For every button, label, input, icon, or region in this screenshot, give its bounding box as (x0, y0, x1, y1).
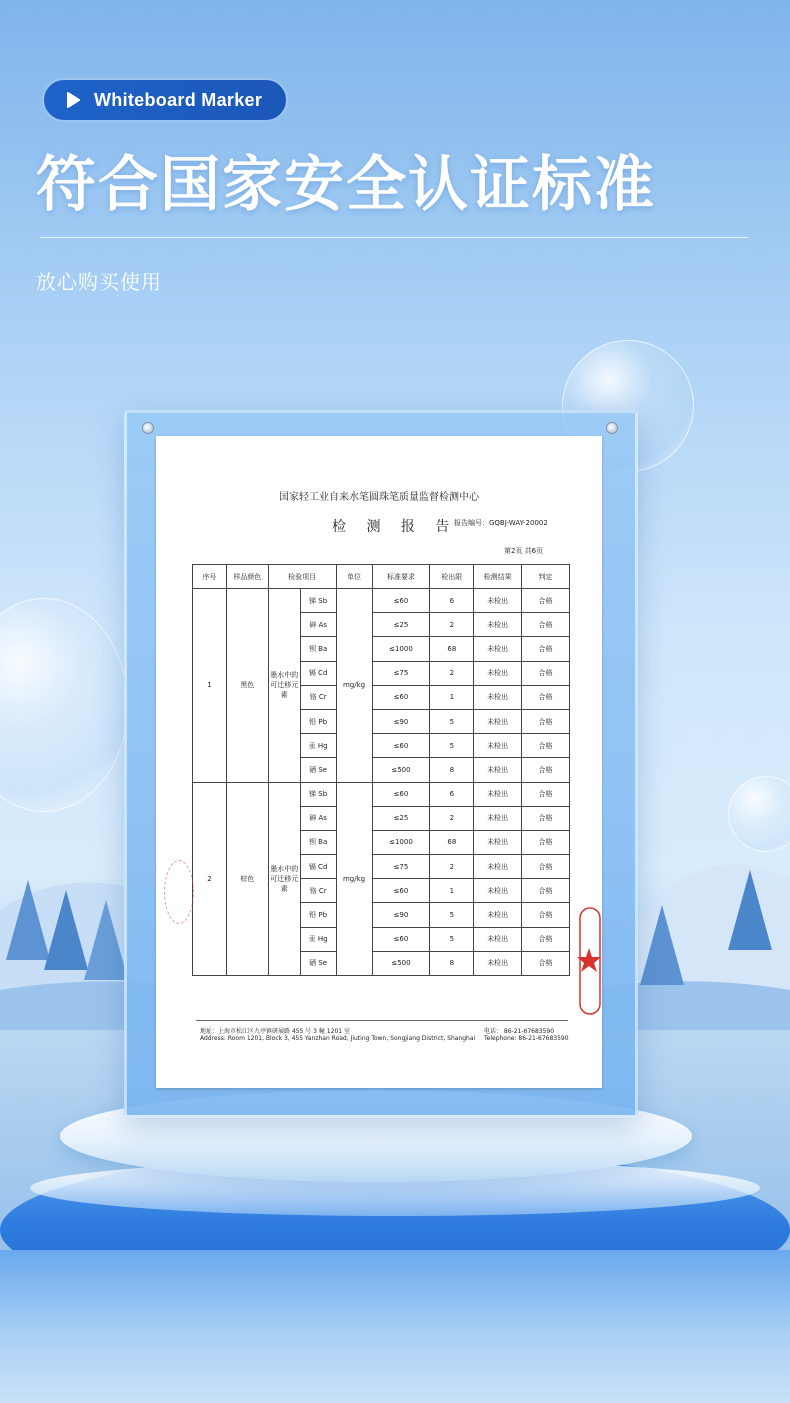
report-table (192, 564, 570, 976)
table-cell: ≤60 (372, 685, 430, 709)
table-cell: 未检出 (474, 709, 522, 733)
table-cell: 钡 Ba (300, 830, 336, 854)
page-headline: 符合国家安全认证标准 (36, 150, 656, 220)
table-cell: ≤90 (372, 709, 430, 733)
table-cell: 8 (430, 951, 474, 975)
table-cell: 合格 (522, 806, 570, 830)
report-page-info: 第2页 共6页 (504, 547, 544, 555)
table-cell: 合格 (522, 734, 570, 758)
table-cell: ≤1000 (372, 637, 430, 661)
table-header-cell: 判定 (522, 565, 570, 589)
table-cell: 合格 (522, 637, 570, 661)
table-cell: 合格 (522, 661, 570, 685)
report-title: 检 测 报 告 (332, 519, 458, 535)
bubble-decoration (0, 598, 128, 812)
tree-decoration (84, 900, 128, 980)
tree-decoration (728, 870, 772, 950)
table-cell: 镉 Cd (300, 855, 336, 879)
table-cell: 1 (193, 589, 227, 783)
table-header-cell: 检验项目 (268, 565, 336, 589)
table-cell: 未检出 (474, 855, 522, 879)
table-header-cell: 标准要求 (372, 565, 430, 589)
badge-label: Whiteboard Marker (94, 89, 263, 110)
table-header-cell: 检测结果 (474, 565, 522, 589)
table-cell: 2 (193, 782, 227, 976)
tree-decoration (640, 905, 684, 985)
table-cell: 墨水中的可迁移元素 (268, 782, 300, 976)
table-cell: 钡 Ba (300, 637, 336, 661)
table-cell: 合格 (522, 830, 570, 854)
table-cell: 合格 (522, 709, 570, 733)
table-cell: 合格 (522, 879, 570, 903)
table-cell: ≤60 (372, 927, 430, 951)
table-cell: 黑色 (226, 589, 268, 783)
table-cell: 未检出 (474, 879, 522, 903)
table-header-cell: 检出限 (430, 565, 474, 589)
table-cell: 68 (430, 830, 474, 854)
table-cell: 未检出 (474, 951, 522, 975)
report-number: 报告编号：GQBJ-WAY-20002 (454, 519, 548, 527)
play-icon (66, 92, 80, 108)
table-cell: 2 (430, 661, 474, 685)
table-cell: 铅 Pb (300, 709, 336, 733)
table-cell: 2 (430, 613, 474, 637)
table-cell: 镉 Cd (300, 661, 336, 685)
report-organization: 国家轻工业自来水笔圆珠笔质量监督检测中心 (279, 492, 479, 503)
footer-phone-en: Telephone: 86-21-67683590 (484, 1035, 569, 1042)
table-cell: 2 (430, 806, 474, 830)
footer-address-cn: 地址：上海市松江区九亭镇研展路 455 号 3 幢 1201 室 (200, 1028, 350, 1035)
table-cell: 合格 (522, 903, 570, 927)
table-cell: 合格 (522, 927, 570, 951)
table-cell: ≤500 (372, 951, 430, 975)
product-badge (42, 78, 288, 122)
header-divider (40, 237, 748, 238)
table-header-cell: 序号 (193, 565, 227, 589)
podium-base (0, 1250, 790, 1403)
table-cell: ≤25 (372, 806, 430, 830)
table-cell: ≤25 (372, 613, 430, 637)
table-cell: 5 (430, 734, 474, 758)
table-cell: 合格 (522, 951, 570, 975)
table-cell: mg/kg (336, 589, 372, 783)
table-cell: 未检出 (474, 589, 522, 613)
table-cell: 未检出 (474, 903, 522, 927)
table-cell: 5 (430, 903, 474, 927)
table-cell: 砷 As (300, 613, 336, 637)
table-cell: ≤1000 (372, 830, 430, 854)
table-cell: 硒 Se (300, 951, 336, 975)
table-cell: ≤75 (372, 855, 430, 879)
table-cell: 5 (430, 927, 474, 951)
table-cell: 未检出 (474, 758, 522, 782)
table-cell: 未检出 (474, 830, 522, 854)
table-cell: 棕色 (226, 782, 268, 976)
footer-address-en: Address: Room 1201, Block 3, 455 Yanzhan Road, Jiuting Town, Songjiang District, Shanghai (200, 1035, 476, 1042)
table-cell: 铅 Pb (300, 903, 336, 927)
table-cell: 8 (430, 758, 474, 782)
table-cell: 合格 (522, 613, 570, 637)
table-cell: 未检出 (474, 637, 522, 661)
table-cell: 汞 Hg (300, 734, 336, 758)
seal-stamp-left (164, 860, 194, 924)
footer-phone-cn: 电话： 86-21-67683590 (484, 1028, 555, 1035)
table-cell: 未检出 (474, 927, 522, 951)
screw-icon (142, 422, 154, 434)
table-row (193, 782, 570, 806)
table-cell: 未检出 (474, 782, 522, 806)
table-cell: 1 (430, 879, 474, 903)
table-header-row (193, 565, 570, 589)
table-cell: ≤75 (372, 661, 430, 685)
footer-divider (196, 1020, 568, 1021)
table-cell: 2 (430, 855, 474, 879)
table-cell: 未检出 (474, 661, 522, 685)
table-cell: ≤60 (372, 879, 430, 903)
table-cell: 68 (430, 637, 474, 661)
table-cell: 合格 (522, 685, 570, 709)
table-cell: 合格 (522, 782, 570, 806)
table-cell: 铬 Cr (300, 879, 336, 903)
table-cell: 合格 (522, 855, 570, 879)
seal-stamp-right (576, 906, 602, 1016)
table-cell: 6 (430, 782, 474, 806)
test-report-document (156, 436, 602, 1088)
table-header-cell: 单位 (336, 565, 372, 589)
table-cell: ≤500 (372, 758, 430, 782)
table-cell: 合格 (522, 758, 570, 782)
table-cell: 锑 Sb (300, 589, 336, 613)
table-cell: 5 (430, 709, 474, 733)
table-cell: 未检出 (474, 806, 522, 830)
table-cell: 未检出 (474, 613, 522, 637)
table-cell: ≤60 (372, 782, 430, 806)
screw-icon (606, 422, 618, 434)
table-header-cell: 样品颜色 (226, 565, 268, 589)
table-cell: 铬 Cr (300, 685, 336, 709)
table-cell: ≤90 (372, 903, 430, 927)
table-cell: 1 (430, 685, 474, 709)
table-cell: ≤60 (372, 734, 430, 758)
tree-decoration (44, 890, 88, 970)
table-cell: ≤60 (372, 589, 430, 613)
table-cell: 汞 Hg (300, 927, 336, 951)
table-cell: 合格 (522, 589, 570, 613)
table-cell: 砷 As (300, 806, 336, 830)
table-cell: mg/kg (336, 782, 372, 976)
table-cell: 锑 Sb (300, 782, 336, 806)
table-cell: 6 (430, 589, 474, 613)
table-cell: 墨水中的可迁移元素 (268, 589, 300, 783)
table-row (193, 589, 570, 613)
page-subtitle: 放心购买使用 (36, 270, 162, 294)
table-cell: 硒 Se (300, 758, 336, 782)
table-cell: 未检出 (474, 685, 522, 709)
table-cell: 未检出 (474, 734, 522, 758)
